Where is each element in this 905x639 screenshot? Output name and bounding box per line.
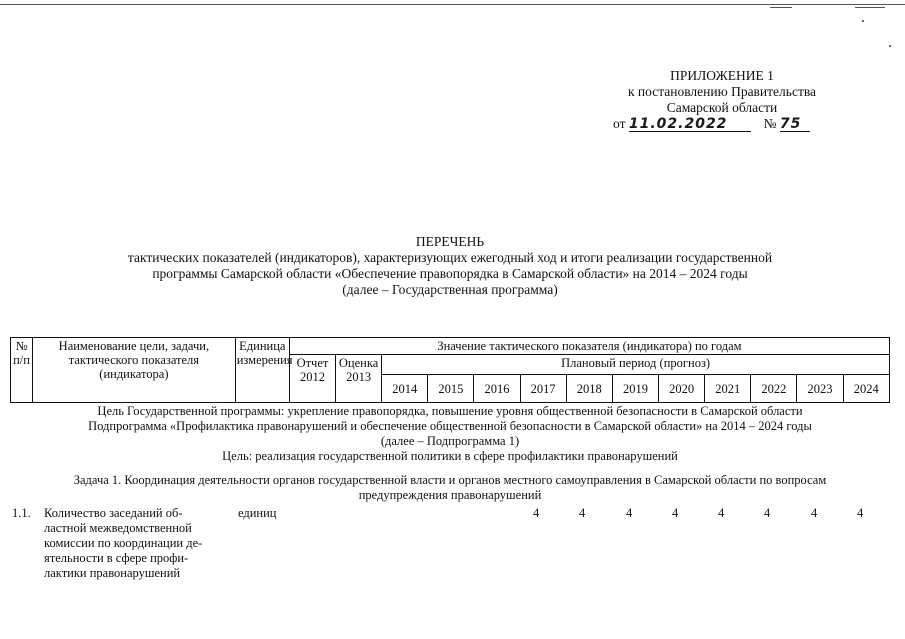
- title-line-2: программы Самарской области «Обеспечение правопорядка в Самарской области» на 2014 – 2024 годы: [152, 266, 748, 281]
- appendix-header: [607, 68, 837, 132]
- row-indicator-name: [44, 506, 228, 581]
- number-field: [780, 117, 810, 132]
- row-name-line: комиссии по координации де-: [44, 536, 203, 550]
- date-field: [629, 117, 751, 132]
- header-unit: Единица измерения: [235, 338, 289, 403]
- scan-speck: [889, 45, 891, 47]
- row-unit: единиц: [238, 506, 277, 520]
- year-cell: 2022: [751, 375, 797, 403]
- year-cell: 2021: [705, 375, 751, 403]
- header-num: № п/п: [11, 338, 33, 403]
- scan-edge-line: [770, 7, 792, 8]
- sub-goal-text: Цель: реализация государственной политики в сфере профилактики правонарушений: [222, 449, 678, 463]
- row-value: 4: [811, 506, 818, 520]
- year-cell: 2015: [428, 375, 474, 403]
- title-line-1: тактических показателей (индикаторов), характеризующих ежегодный ход и итоги реализации государственной: [127, 250, 773, 265]
- task-line-1: Задача 1. Координация деятельности органов государственной власти и органов местного самоуправления в Самарской области по вопросам: [73, 473, 827, 487]
- year-cell: 2016: [474, 375, 520, 403]
- year-cell: 2020: [659, 375, 705, 403]
- task-line-2: предупреждения правонарушений: [358, 488, 542, 502]
- year-cell: 2019: [612, 375, 658, 403]
- title-line-3: (далее – Государственная программа): [342, 282, 558, 297]
- number-prefix: №: [763, 116, 777, 131]
- row-value: 4: [857, 506, 864, 520]
- header-estimate: Оценка 2013: [336, 355, 382, 403]
- header-name: Наименование цели, задачи, тактического показателя (индикатора): [33, 338, 236, 403]
- header-values: Значение тактического показателя (индикатора) по годам: [289, 338, 889, 355]
- header-planned: Плановый период (прогноз): [382, 355, 890, 375]
- handwritten-date: 11.02.2022: [628, 116, 728, 132]
- row-value: 4: [579, 506, 586, 520]
- year-cell: 2018: [566, 375, 612, 403]
- year-cell: 2014: [382, 375, 428, 403]
- appendix-line-3: Самарской области: [666, 100, 778, 115]
- row-name-line: Количество заседаний об-: [44, 506, 183, 520]
- year-cell: 2017: [520, 375, 566, 403]
- year-cell: 2023: [797, 375, 843, 403]
- row-name-line: ластной межведомственной: [44, 521, 192, 535]
- goal-text: Цель Государственной программы: укрепление правопорядка, повышение уровня общественной безопасности в Самарской области: [97, 404, 803, 418]
- handwritten-number: 75: [779, 116, 802, 132]
- scan-speck: [862, 20, 864, 22]
- indicators-table-header: [10, 337, 890, 403]
- subprogram-line-2: (далее – Подпрограмма 1): [380, 434, 520, 448]
- scan-edge-line: [855, 7, 885, 8]
- row-value: 4: [672, 506, 679, 520]
- row-name-line: ятельности в сфере профи-: [44, 551, 189, 565]
- row-number: 1.1.: [12, 506, 31, 520]
- scan-edge-line: [0, 4, 905, 5]
- subprogram-line-1: Подпрограмма «Профилактика правонарушений и обеспечение общественной безопасности в Самарской области» на 2014 – 2024 годы: [88, 419, 812, 433]
- row-value: 4: [764, 506, 771, 520]
- document-title: [40, 234, 860, 298]
- title-heading: ПЕРЕЧЕНЬ: [415, 234, 485, 249]
- appendix-line-2: к постановлению Правительства: [627, 84, 817, 99]
- row-value: 4: [718, 506, 725, 520]
- task-block: [10, 473, 890, 503]
- appendix-date-number: [607, 116, 837, 132]
- program-goals: [10, 404, 890, 464]
- row-value: 4: [626, 506, 633, 520]
- row-value: 4: [533, 506, 540, 520]
- year-cell: 2024: [843, 375, 889, 403]
- date-prefix: от: [613, 116, 626, 131]
- row-name-line: лактики правонарушений: [44, 566, 181, 580]
- appendix-title: ПРИЛОЖЕНИЕ 1: [670, 68, 774, 83]
- header-report: Отчет 2012: [289, 355, 335, 403]
